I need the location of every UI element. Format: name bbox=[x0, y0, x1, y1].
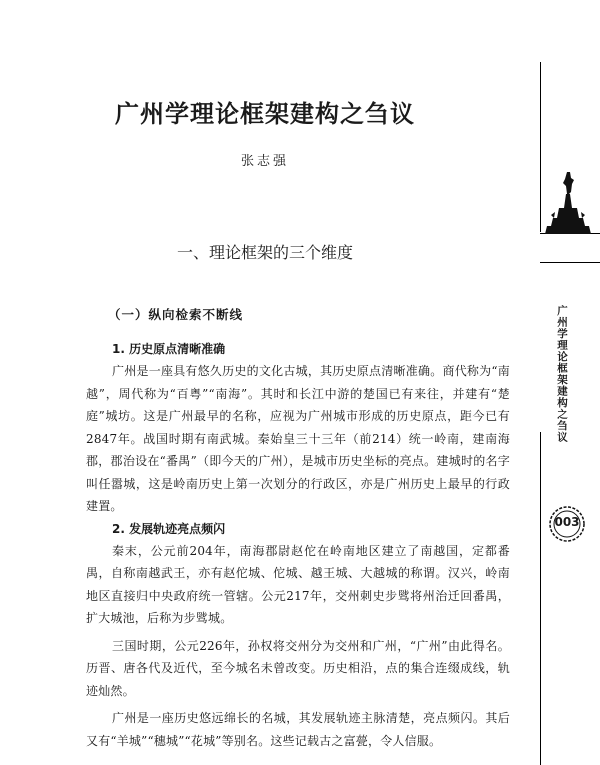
statue-icon bbox=[545, 168, 591, 234]
paragraph: 广州是一座历史悠远绵长的名城，其发展轨迹主脉清楚，亮点频闪。其后又有“羊城”“穗城”“花城”等别名。这些记载古之富甍，令人信服。 bbox=[86, 711, 510, 748]
margin-rule bbox=[540, 432, 541, 765]
article-title: 广州学理论框架建构之刍议 bbox=[115, 100, 415, 128]
paragraph: 广州是一座具有悠久历史的文化古城，其历史原点清晰准确。商代称为“南越”，周代称为“百粤”“南海”。其时和长江中游的楚国已有来往，并建有“楚庭”城坊。这是广州最早的名称，应视为广州城市形成的历史原点，距今已有2847年。战国时期有南武城。秦始皇三十三年（前214）统一岭南，建南海郡，郡治设在“番禺”（即今天的广州），是城市历史坐标的亮点。建城时的名字叫任嚣城，这是岭南历史上第一次划分的行政区，亦是广州历史上最早的行政建置。 bbox=[86, 364, 510, 513]
article-author: 张志强 bbox=[240, 154, 289, 169]
paragraph: 秦末，公元前204年，南海郡尉赵佗在岭南地区建立了南越国，定都番禺，自称南越武王，亦有赵佗城、佗城、越王城、大越城的称谓。汉兴，岭南地区直接归中央政府统一管辖。公元217年，交州刺史步骘将州治迁回番禺，扩大城池，后称为步骘城。 bbox=[86, 543, 510, 625]
margin-divider bbox=[540, 262, 600, 263]
body-text bbox=[86, 338, 510, 752]
side-caption: 广州学理论框架建构之刍议 bbox=[556, 305, 568, 443]
paragraph: 三国时期，公元226年，孙权将交州分为交州和广州，“广州”由此得名。历晋、唐各代及近代，至今城名未曾改变。历史相沿，点的集合连缀成线，轨迹灿然。 bbox=[86, 638, 510, 698]
margin-rule bbox=[540, 62, 541, 232]
subsection-heading: （一）纵向检索不断线 bbox=[108, 307, 244, 322]
page-number: 003 bbox=[554, 515, 580, 529]
section-heading: 一、理论框架的三个维度 bbox=[176, 243, 353, 262]
item-heading-development: 2. 发展轨迹亮点频闪 bbox=[112, 521, 226, 536]
item-heading-history-origin: 1. 历史原点清晰准确 bbox=[112, 342, 226, 356]
